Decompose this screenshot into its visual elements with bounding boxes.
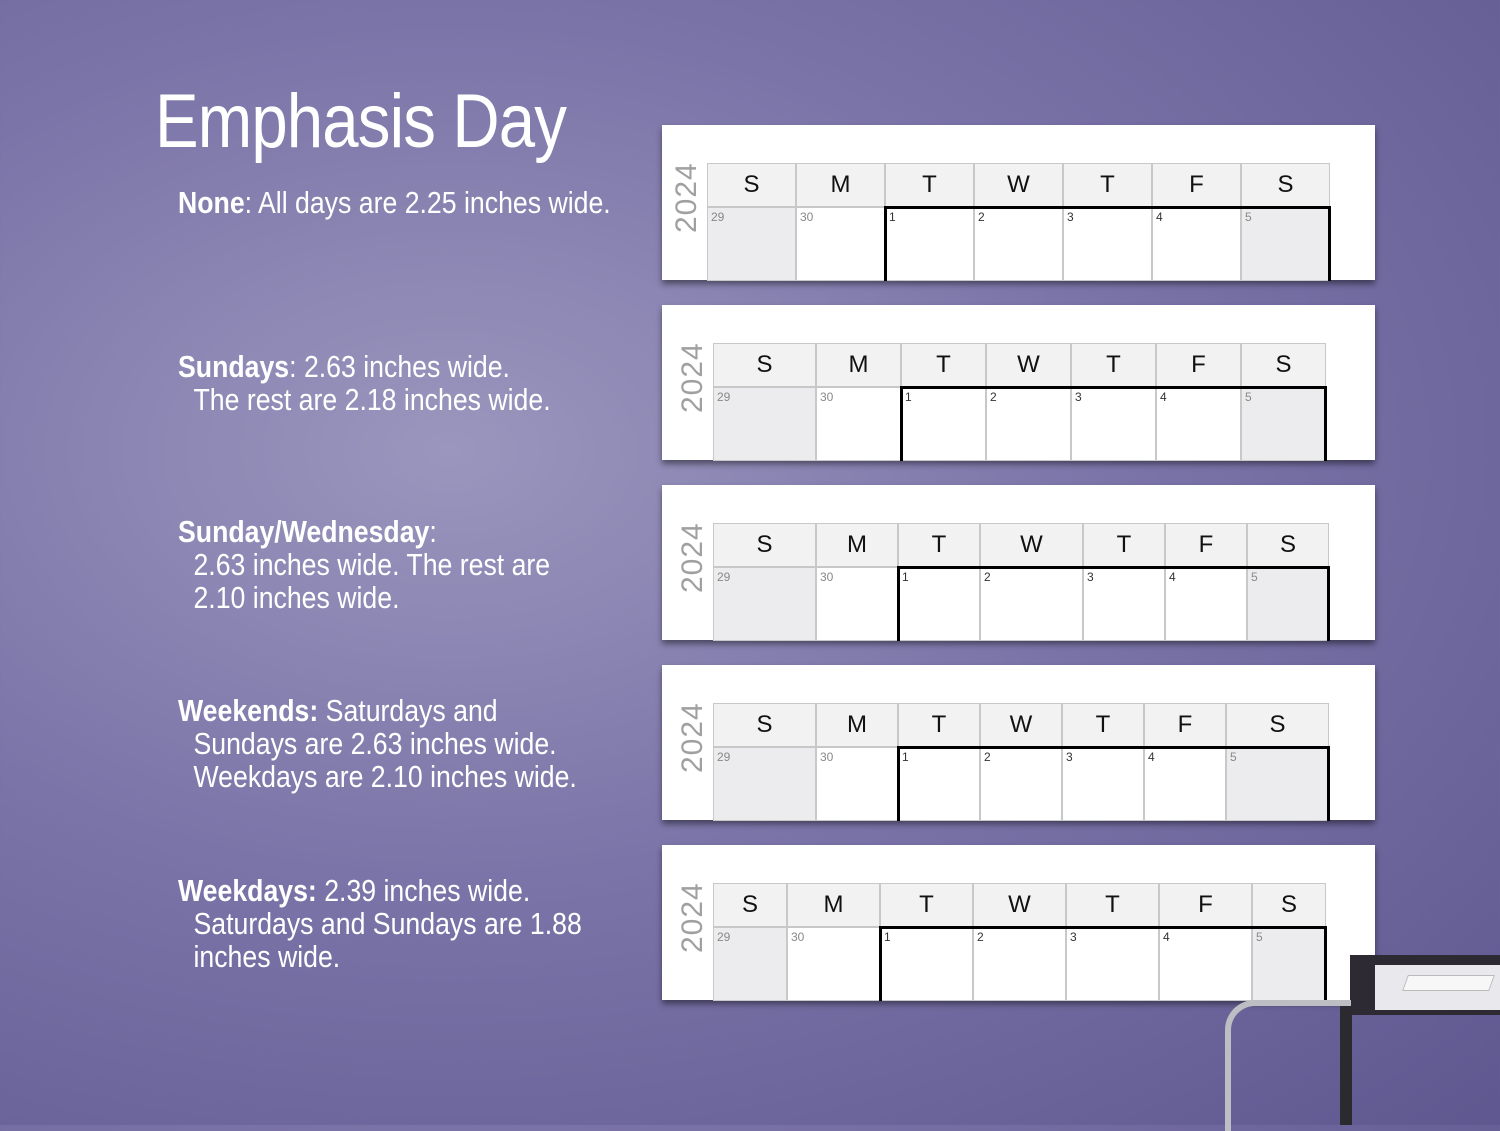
month-start-outline — [884, 206, 1331, 281]
day-cell: 5 — [1247, 567, 1329, 641]
day-cell: 3 — [1062, 747, 1144, 821]
calendar-panel — [662, 845, 1375, 1000]
day-header: F — [1156, 343, 1241, 387]
day-cell: 2 — [974, 207, 1063, 281]
day-header: M — [787, 883, 880, 927]
description-none — [178, 186, 611, 219]
chair-image — [1225, 1000, 1351, 1131]
description-weekends — [178, 694, 577, 793]
description-line: Weekdays are 2.10 inches wide. — [193, 759, 577, 794]
day-header: T — [901, 343, 986, 387]
year-label: 2024 — [670, 162, 703, 233]
day-header: T — [1083, 523, 1165, 567]
day-header: F — [1144, 703, 1226, 747]
year-label: 2024 — [676, 882, 709, 953]
year-label: 2024 — [676, 342, 709, 413]
day-header: W — [974, 163, 1063, 207]
day-header: T — [1071, 343, 1156, 387]
day-header: S — [713, 703, 816, 747]
calendar-panel — [662, 485, 1375, 640]
day-header: W — [980, 523, 1083, 567]
day-cell: 3 — [1071, 387, 1156, 461]
description-line: : All days are 2.25 inches wide. — [244, 185, 611, 220]
day-cell: 4 — [1144, 747, 1226, 821]
day-header: W — [980, 703, 1062, 747]
month-start-outline — [897, 746, 1330, 821]
day-cell: 3 — [1063, 207, 1152, 281]
description-heading: Sunday/Wednesday — [178, 514, 430, 549]
day-cell: 2 — [973, 927, 1066, 1001]
day-cell: 30 — [816, 567, 898, 641]
day-cell: 4 — [1159, 927, 1252, 1001]
description-line: Saturdays and Sundays are 1.88 — [193, 906, 582, 941]
day-cell: 1 — [880, 927, 973, 1001]
day-header: F — [1152, 163, 1241, 207]
description-heading: Weekends: — [178, 693, 319, 728]
month-start-outline — [900, 386, 1327, 461]
description-line: inches wide. — [193, 939, 341, 974]
description-heading: Sundays — [178, 349, 290, 384]
day-cell: 5 — [1241, 387, 1326, 461]
day-header: T — [898, 703, 980, 747]
calendar-panel — [662, 125, 1375, 280]
year-label: 2024 — [676, 522, 709, 593]
day-cell: 4 — [1165, 567, 1247, 641]
day-header: T — [1063, 163, 1152, 207]
day-cell: 1 — [885, 207, 974, 281]
day-cell: 3 — [1066, 927, 1159, 1001]
day-header: S — [1241, 343, 1326, 387]
day-header: T — [885, 163, 974, 207]
day-header: S — [1241, 163, 1330, 207]
description-line: 2.39 inches wide. — [316, 873, 531, 908]
month-start-outline — [897, 566, 1330, 641]
day-header: S — [707, 163, 796, 207]
day-header: M — [816, 343, 901, 387]
day-cell: 1 — [901, 387, 986, 461]
day-cell: 29 — [713, 747, 816, 821]
day-cell: 29 — [707, 207, 796, 281]
day-header: M — [816, 703, 898, 747]
description-weekdays — [178, 874, 582, 973]
day-cell: 2 — [986, 387, 1071, 461]
calendar-panel — [662, 305, 1375, 460]
day-cell: 5 — [1252, 927, 1326, 1001]
day-header: S — [713, 883, 787, 927]
month-start-outline — [879, 926, 1327, 1001]
day-header: M — [796, 163, 885, 207]
description-line: 2.63 inches wide. The rest are — [193, 547, 551, 582]
keyboard-image — [1402, 975, 1495, 991]
day-cell: 30 — [787, 927, 880, 1001]
day-cell: 2 — [980, 747, 1062, 821]
day-header: S — [1252, 883, 1326, 927]
day-cell: 29 — [713, 927, 787, 1001]
description-line: The rest are 2.18 inches wide. — [193, 382, 551, 417]
day-cell: 29 — [713, 567, 816, 641]
day-cell: 5 — [1241, 207, 1330, 281]
year-label: 2024 — [676, 702, 709, 773]
description-sundays — [178, 350, 551, 416]
day-header: M — [816, 523, 898, 567]
day-header: W — [986, 343, 1071, 387]
page-title: Emphasis Day — [155, 79, 567, 164]
day-cell: 30 — [816, 747, 898, 821]
day-cell: 1 — [898, 747, 980, 821]
day-header: F — [1165, 523, 1247, 567]
description-line: : 2.63 inches wide. — [289, 349, 510, 384]
description-heading: Weekdays: — [178, 873, 317, 908]
description-line: Sundays are 2.63 inches wide. — [193, 726, 557, 761]
day-cell: 5 — [1226, 747, 1329, 821]
day-header: S — [713, 343, 816, 387]
day-header: T — [898, 523, 980, 567]
day-header: T — [1062, 703, 1144, 747]
calendar-panel — [662, 665, 1375, 820]
day-header: T — [880, 883, 973, 927]
day-header: F — [1159, 883, 1252, 927]
day-cell: 2 — [980, 567, 1083, 641]
day-cell: 29 — [713, 387, 816, 461]
day-cell: 4 — [1152, 207, 1241, 281]
day-cell: 30 — [796, 207, 885, 281]
description-sunday-wednesday — [178, 515, 550, 614]
description-line: : — [429, 514, 437, 549]
description-line: 2.10 inches wide. — [193, 580, 400, 615]
day-cell: 4 — [1156, 387, 1241, 461]
day-cell: 3 — [1083, 567, 1165, 641]
day-header: W — [973, 883, 1066, 927]
description-line: Saturdays and — [318, 693, 498, 728]
day-cell: 30 — [816, 387, 901, 461]
day-header: S — [1247, 523, 1329, 567]
day-header: S — [713, 523, 816, 567]
day-header: T — [1066, 883, 1159, 927]
day-cell: 1 — [898, 567, 980, 641]
day-header: S — [1226, 703, 1329, 747]
description-heading: None — [178, 185, 245, 220]
